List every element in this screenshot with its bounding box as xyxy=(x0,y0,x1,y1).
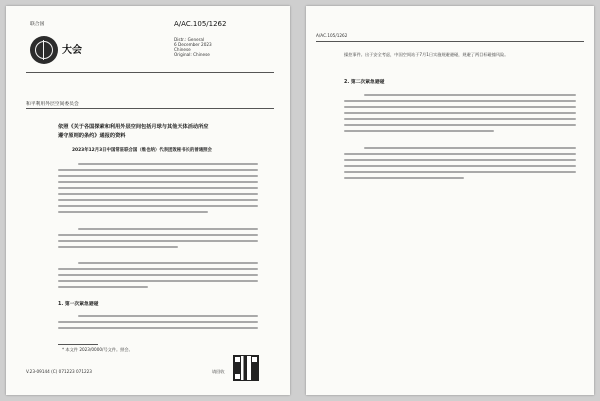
body-text-line xyxy=(344,118,576,120)
body-text-line xyxy=(58,246,178,248)
body-text-line xyxy=(344,171,576,173)
body-text-line xyxy=(58,268,258,270)
footnote: * 本文件 2023/0000/号文件。照会。 xyxy=(62,347,133,352)
body-text-line xyxy=(58,199,258,201)
body-text-line xyxy=(58,286,148,288)
body-text-line xyxy=(58,274,258,276)
body-text-line xyxy=(58,187,258,189)
committee-name: 和平利用外层空间委员会 xyxy=(26,102,79,107)
body-text-line xyxy=(58,280,258,282)
body-text-line xyxy=(344,100,576,102)
body-text-line xyxy=(78,163,258,165)
recycle-note: 请回收 xyxy=(212,369,225,374)
document-title-line-2: 遵守原则的条约》通报的资料 xyxy=(58,133,126,139)
document-symbol-right: A/AC.105/1262 xyxy=(316,33,348,38)
language: Chinese xyxy=(174,47,191,52)
body-text-line xyxy=(364,147,576,149)
document-symbol: A/AC.105/1262 xyxy=(174,20,227,28)
body-text-line xyxy=(58,321,258,323)
footnote-rule xyxy=(58,344,98,345)
document-title-line-1: 依照《关于各国探索和利用外层空间包括月球与其他天体活动所应 xyxy=(58,124,209,130)
body-text-line xyxy=(78,262,258,264)
un-emblem-icon xyxy=(30,36,58,64)
body-text-line xyxy=(344,124,576,126)
note-verbale-subtitle: 2023年12月3日中国常驻联合国（维也纳）代表团致秘书长的普通照会 xyxy=(72,148,212,153)
body-text-line xyxy=(58,205,258,207)
body-text-line xyxy=(78,315,258,317)
body-text-line xyxy=(78,228,258,230)
body-text-line xyxy=(344,106,576,108)
body-text-line xyxy=(58,211,208,213)
un-header-label: 联合国 xyxy=(30,22,45,27)
body-text-line xyxy=(344,112,576,114)
body-text-line xyxy=(58,175,258,177)
document-page-left xyxy=(6,6,290,395)
section-heading-2: 2. 第二次紧急避碰 xyxy=(344,80,385,85)
document-code: V.23-09144 (C) 071223 071223 xyxy=(26,369,92,374)
document-page-right xyxy=(306,6,594,395)
body-text-line xyxy=(344,165,576,167)
body-text-line xyxy=(344,130,494,132)
body-text-line xyxy=(344,153,576,155)
original-language: Original: Chinese xyxy=(174,52,210,57)
body-text-line xyxy=(58,181,258,183)
distribution: Distr.: General xyxy=(174,37,205,42)
assembly-title: 大会 xyxy=(62,45,82,56)
body-text-line xyxy=(344,159,576,161)
body-text-line xyxy=(344,177,464,179)
section-heading-1: 1. 第一次紧急避碰 xyxy=(58,302,99,307)
header-rule xyxy=(26,72,274,73)
document-date: 6 December 2023 xyxy=(174,42,212,47)
body-text-line xyxy=(58,327,258,329)
body-text-line xyxy=(58,234,258,236)
header-rule-right xyxy=(316,41,584,42)
body-text-line xyxy=(58,193,258,195)
qr-code-icon xyxy=(234,356,258,380)
body-text-line xyxy=(58,169,258,171)
continuation-text: 操控事件。出于安全考虑，中国空间站于7月1日实施规避避碰，规避了两目标碰撞风险。 xyxy=(344,52,509,57)
body-text-line xyxy=(58,240,258,242)
body-text-line xyxy=(364,94,576,96)
committee-rule xyxy=(26,108,274,109)
